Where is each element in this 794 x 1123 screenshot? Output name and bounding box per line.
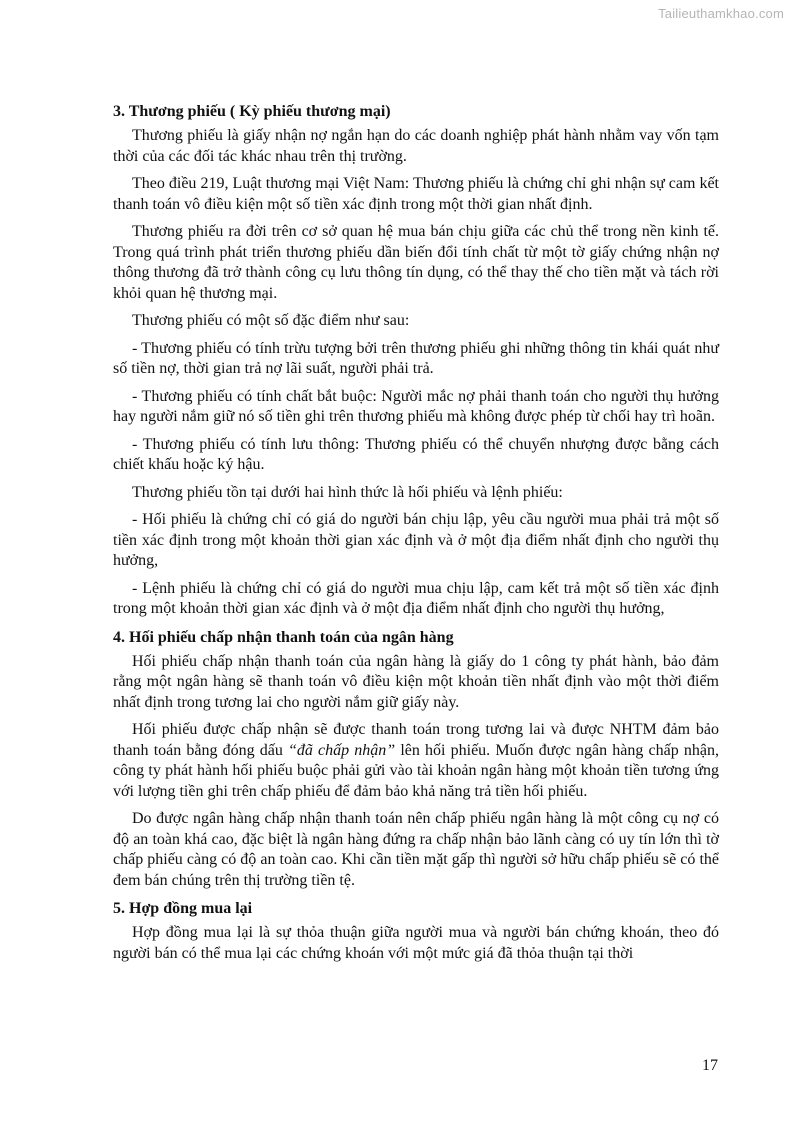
section-heading-4: 4. Hối phiếu chấp nhận thanh toán của ngân hàng <box>113 628 454 646</box>
paragraph: Hối phiếu chấp nhận thanh toán của ngân hàng là giấy do 1 công ty phát hành, bảo đảm rằng một ngân hàng sẽ thanh toán vô điều kiện một khoản tiền nhất định vào một thời điểm nhất định trong tương lai cho người nắm giữ giấy này. <box>113 652 719 711</box>
paragraph: Thương phiếu tồn tại dưới hai hình thức là hối phiếu và lệnh phiếu: <box>132 483 563 501</box>
section-heading-5: 5. Hợp đồng mua lại <box>113 900 253 917</box>
paragraph: Do được ngân hàng chấp nhận thanh toán nên chấp phiếu ngân hàng là một công cụ nợ có độ an toàn khá cao, đặc biệt là ngân hàng đứng ra chấp nhận bảo lãnh càng có uy tín lớn thì tờ chấp phiếu càng có độ an toàn cao. Khi cần tiền mặt gấp thì người sở hữu chấp phiếu sẽ có thể đem bán chúng trên thị trường tiền tệ. <box>113 810 719 889</box>
watermark-text: Tailieuthamkhao.com <box>658 6 784 21</box>
paragraph: Hợp đồng mua lại là sự thỏa thuận giữa người mua và người bán chứng khoán, theo đó người bán có thể mua lại các chứng khoán với một mức giá đã thỏa thuận tại thời <box>113 924 719 962</box>
text-run: lên hối phiếu. Muốn được ngân hàng chấp nhận, công ty phát hành hối phiếu buộc phải gửi vào tài khoản ngân hàng một khoản tiền tương ứng với lượng tiền ghi trên chấp phiếu để đảm bảo khả năng trả tiền hối phiếu. <box>113 741 719 800</box>
list-item: - Thương phiếu có tính chất bắt buộc: Người mắc nợ phải thanh toán cho người thụ hưởng hay người nắm giữ nó số tiền ghi trên thương phiếu mà không được phép từ chối hay trì hoãn. <box>113 387 719 425</box>
paragraph: Thương phiếu có một số đặc điểm như sau: <box>132 312 410 329</box>
paragraph-acceptance <box>113 720 719 802</box>
text-run: Hối phiếu được chấp nhận sẽ được thanh toán trong tương lai và được NHTM đảm bảo thanh toán bằng đóng dấu <box>113 721 719 759</box>
page-number: 17 <box>702 1057 718 1074</box>
page-content <box>113 101 719 971</box>
paragraph: Thương phiếu ra đời trên cơ sở quan hệ mua bán chịu giữa các chủ thể trong nền kinh tế. Trong quá trình phát triển thương phiếu dần biến đổi tính chất từ một tờ giấy chứng nhận nợ thông thương đã trở thành công cụ lưu thông tín dụng, có thể thay thế cho tiền mặt và tách rời khỏi quan hệ thương mại. <box>113 223 719 302</box>
list-item: - Hối phiếu là chứng chỉ có giá do người bán chịu lập, yêu cầu người mua phải trả một số tiền xác định trong một khoản thời gian xác định và ở một địa điểm nhất định cho người thụ hưởng, <box>113 511 719 569</box>
list-item: - Lệnh phiếu là chứng chỉ có giá do người mua chịu lập, cam kết trả một số tiền xác định trong một khoản thời gian xác định và ở một địa điểm nhất định cho người thụ hưởng, <box>113 579 719 617</box>
list-item: - Thương phiếu có tính lưu thông: Thương phiếu có thể chuyển nhượng được bằng cách chiết khấu hoặc ký hậu. <box>113 435 719 473</box>
section-heading-3: 3. Thương phiếu ( Kỳ phiếu thương mại) <box>113 103 391 120</box>
paragraph: Theo điều 219, Luật thương mại Việt Nam: Thương phiếu là chứng chỉ ghi nhận sự cam kết thanh toán vô điều kiện một số tiền xác định trong một thời gian nhất định. <box>113 175 719 213</box>
list-item: - Thương phiếu có tính trừu tượng bởi trên thương phiếu ghi những thông tin khái quát như số tiền nợ, thời gian trả nợ lãi suất, người phải trả. <box>113 339 719 377</box>
paragraph: Thương phiếu là giấy nhận nợ ngắn hạn do các doanh nghiệp phát hành nhằm vay vốn tạm thời của các đối tác khác nhau trên thị trường. <box>113 127 719 165</box>
emphasis-text: “đã chấp nhận” <box>288 741 396 759</box>
